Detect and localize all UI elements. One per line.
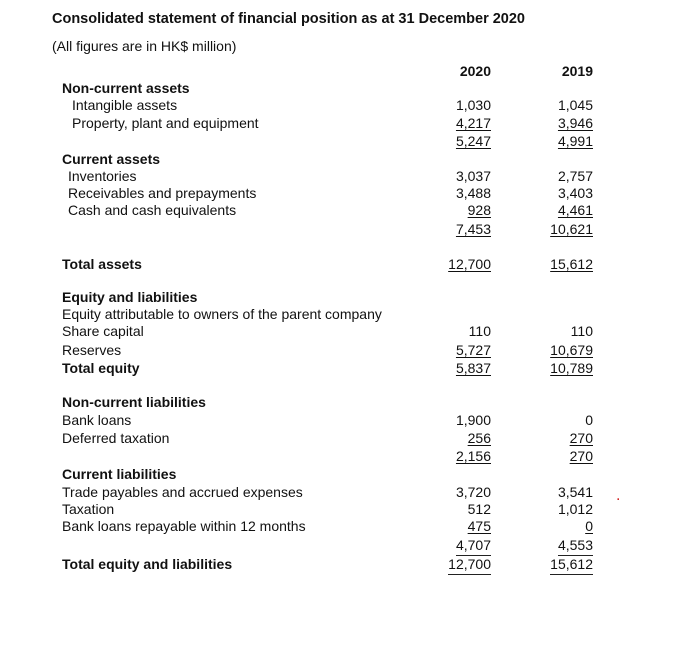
value-2019-bank-loans: 0 [585,412,593,428]
value-2020-taxation: 512 [467,501,491,517]
value-2020-reserves: 5,727 [455,342,491,358]
value-2019-cash: 4,461 [557,202,593,218]
value-2020-share-capital: 110 [468,323,491,339]
subtotal-2020-current-liabilities: 4,707 [456,537,491,556]
statement-title: Consolidated statement of financial position as at 31 December 2020 [52,11,525,27]
row-label-bank-loans-12-months: Bank loans repayable within 12 months [62,518,306,534]
value-2020-trade-payables: 3,720 [455,484,491,500]
subtotal-2019-non-current-assets: 4,991 [557,133,593,149]
value-2020-deferred-taxation: 256 [467,430,491,446]
value-2019-share-capital: 110 [570,323,593,339]
row-label-receivables: Receivables and prepayments [68,185,257,201]
statement-subtitle: (All figures are in HK$ million) [52,38,237,54]
non-current-assets-heading: Non-current assets [62,80,190,96]
non-current-liabilities-heading: Non-current liabilities [62,394,206,410]
value-2019-receivables: 3,403 [557,185,593,201]
equity-attributable-subheading: Equity attributable to owners of the parent company [62,306,382,322]
subtotal-2019-non-current-liabilities: 270 [569,448,593,464]
subtotal-2020-current-assets: 7,453 [455,221,491,237]
total-assets-label: Total assets [62,256,142,272]
column-header-2019: 2019 [561,63,593,79]
value-2019-intangible-assets: 1,045 [557,97,593,113]
equity-liabilities-heading: Equity and liabilities [62,289,198,305]
value-2020-bank-loans: 1,900 [455,412,491,428]
row-label-trade-payables: Trade payables and accrued expenses [62,484,303,500]
subtotal-2019-current-assets: 10,621 [550,221,593,237]
value-2019-deferred-taxation: 270 [569,430,593,446]
total-equity-2020: 5,837 [455,360,491,376]
total-equity-label: Total equity [62,360,140,376]
value-2020-bank-loans-12-months: 475 [467,518,491,534]
row-label-taxation: Taxation [62,501,115,517]
value-2019-taxation: 1,012 [557,501,593,517]
value-2019-inventories: 2,757 [557,168,593,184]
row-label-deferred-taxation: Deferred taxation [62,430,170,446]
total-equity-2019: 10,789 [550,360,593,376]
total-equity-liabilities-2019: 15,612 [550,556,593,575]
value-2020-intangible-assets: 1,030 [455,97,491,113]
row-label-intangible-assets: Intangible assets [72,97,178,113]
value-2020-receivables: 3,488 [455,185,491,201]
value-2019-trade-payables: 3,541 [557,484,593,500]
row-label-reserves: Reserves [62,342,122,358]
value-2020-inventories: 3,037 [455,168,491,184]
subtotal-2020-non-current-liabilities: 2,156 [455,448,491,464]
row-label-ppe: Property, plant and equipment [72,115,259,131]
value-2020-cash: 928 [467,202,491,218]
row-label-share-capital: Share capital [62,323,144,339]
total-equity-liabilities-2020: 12,700 [448,556,491,575]
total-assets-2020: 12,700 [448,256,491,272]
subtotal-2019-current-liabilities: 4,553 [558,537,593,556]
row-label-bank-loans: Bank loans [62,412,132,428]
value-2019-reserves: 10,679 [550,342,593,358]
annotation-dot: . [616,487,621,504]
total-equity-liabilities-label: Total equity and liabilities [62,556,233,572]
current-liabilities-heading: Current liabilities [62,466,177,482]
value-2020-ppe: 4,217 [455,115,491,131]
current-assets-heading: Current assets [62,151,161,167]
row-label-inventories: Inventories [68,168,137,184]
total-assets-2019: 15,612 [550,256,593,272]
column-header-2020: 2020 [459,63,491,79]
row-label-cash: Cash and cash equivalents [68,202,237,218]
subtotal-2020-non-current-assets: 5,247 [455,133,491,149]
value-2019-ppe: 3,946 [557,115,593,131]
value-2019-bank-loans-12-months: 0 [585,518,593,534]
